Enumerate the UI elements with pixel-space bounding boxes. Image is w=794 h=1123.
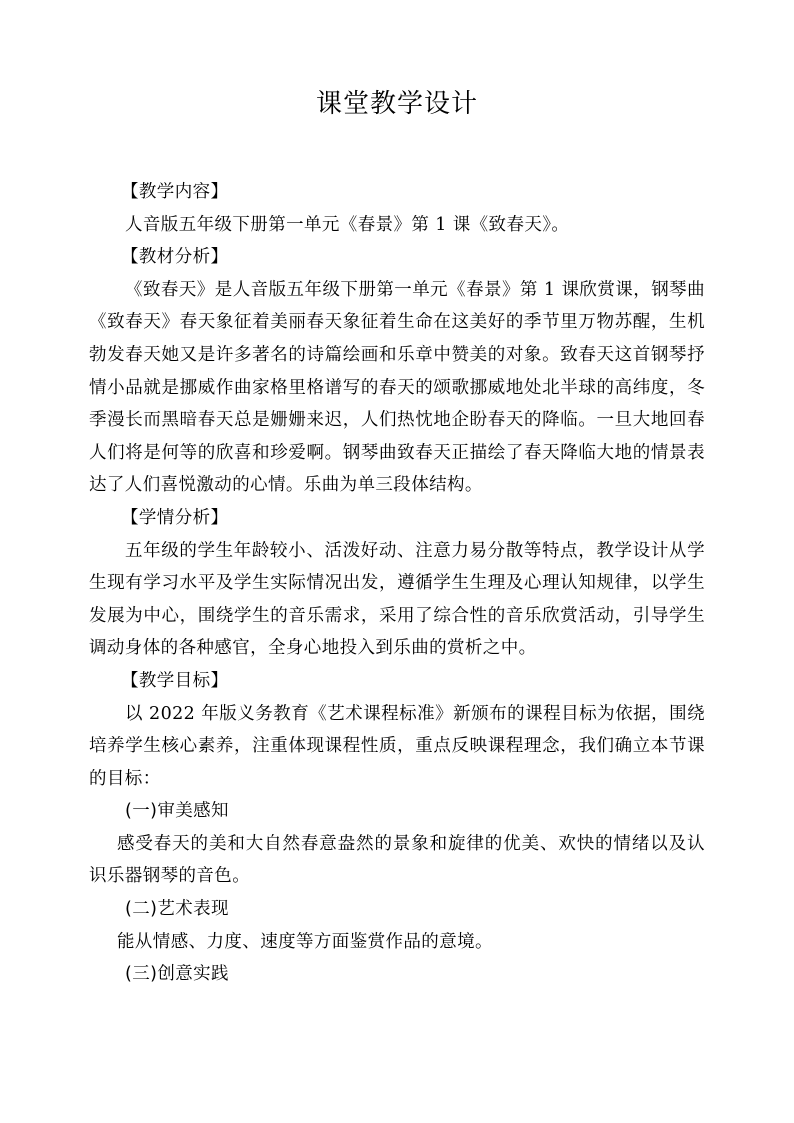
- section-text-material: 《致春天》是人音版五年级下册第一单元《春景》第 1 课欣赏课，钢琴曲《致春天》春天象征着美丽春天象征着生命在这美好的季节里万物苏醒，生机勃发春天她又是许多著名的诗篇绘画和乐章中赞美的对象。致春天这首钢琴抒情小品就是挪威作曲家格里格谱写的春天的颂歌挪威地处北半球的高纬度，冬季漫长而黑暗春天总是姗姗来迟，人们热忱地企盼春天的降临。一旦大地回春人们将是何等的欣喜和珍爱啊。钢琴曲致春天正描绘了春天降临大地的情景表达了人们喜悦激动的心情。乐曲为单三段体结构。: [89, 279, 705, 496]
- goal-heading-aesthetic: (一)审美感知: [125, 801, 229, 822]
- goal-heading-expression: (二)艺术表现: [125, 899, 229, 920]
- section-heading-material: 【教材分析】: [121, 247, 229, 268]
- goal-text-expression: 能从情感、力度、速度等方面鉴赏作品的意境。: [117, 931, 493, 952]
- goal-text-aesthetic: 感受春天的美和大自然春意盎然的景象和旋律的优美、欢快的情绪以及认识乐器钢琴的音色。: [89, 833, 705, 887]
- section-heading-students: 【学情分析】: [121, 507, 229, 528]
- section-text-content: 人音版五年级下册第一单元《春景》第 1 课《致春天》。: [125, 214, 570, 235]
- section-text-goals: 以 2022 年版义务教育《艺术课程标准》新颁布的课程目标为依据，围绕培养学生核心素养，注重体现课程性质，重点反映课程理念，我们确立本节课的目标：: [89, 703, 705, 789]
- document-body: [89, 176, 705, 991]
- section-heading-goals: 【教学目标】: [121, 670, 229, 691]
- document-title: 课堂教学设计: [315, 89, 478, 119]
- section-heading-content: 【教学内容】: [121, 182, 229, 202]
- section-text-students: 五年级的学生年龄较小、活泼好动、注意力易分散等特点，教学设计从学生现有学习水平及学生实际情况出发，遵循学生生理及心理认知规律，以学生发展为中心，围绕学生的音乐需求，采用了综合性的音乐欣赏活动，引导学生调动身体的各种感官，全身心地投入到乐曲的赏析之中。: [89, 540, 705, 659]
- goal-heading-practice: (三)创意实践: [125, 964, 229, 985]
